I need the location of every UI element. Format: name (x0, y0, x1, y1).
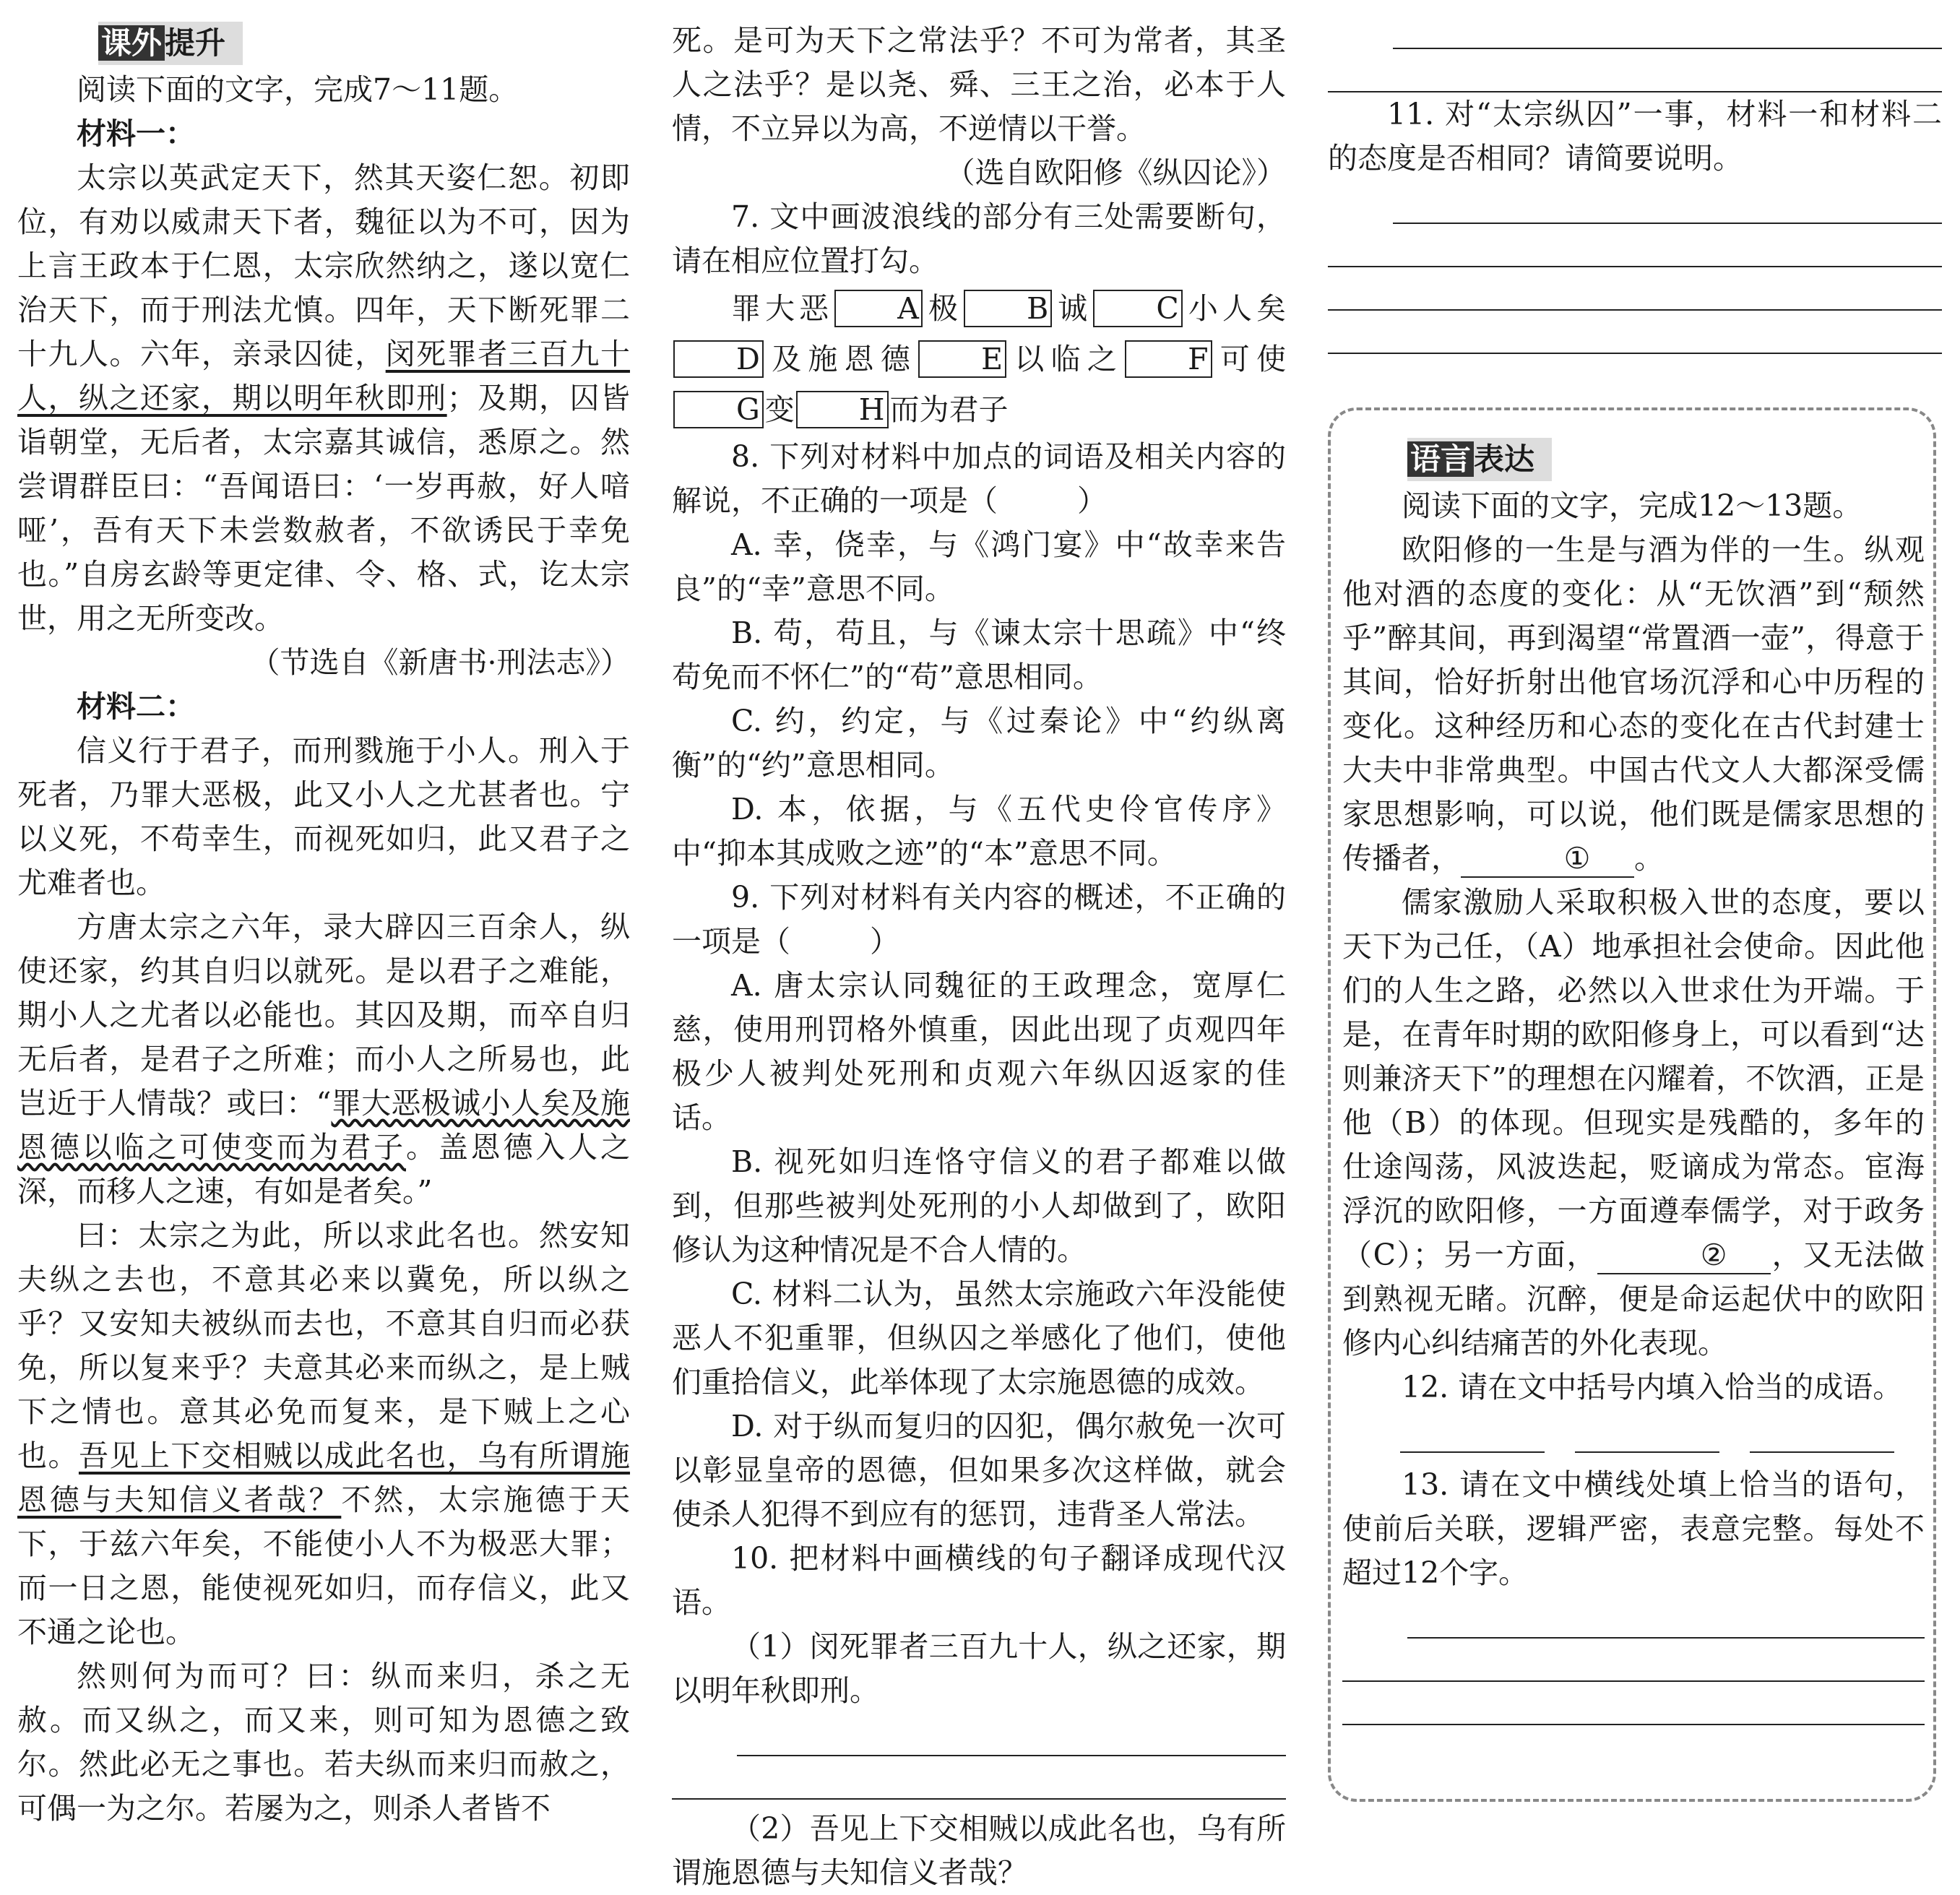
q9-option-a: A. 唐太宗认同魏征的王政理念，宽厚仁慈，使用刑罚格外慎重，因此出现了贞观四年极少人被判处死刑和贞观六年纵囚返家的佳话。 (672, 968, 1286, 1135)
column-3 (1328, 29, 1942, 354)
material2-paragraph-3 (17, 1214, 630, 1654)
q7-box-d[interactable]: D (673, 340, 764, 378)
q7-text: 小人矣 (1183, 291, 1287, 326)
text-run: ，又无法做到熟视无睹。沉醉，便是命运起伏中的欧阳修内心纠结痛苦的外化表现。 (1342, 1238, 1925, 1360)
q12-answer-blanks (1342, 1417, 1925, 1453)
material2-paragraph-1: 信义行于君子，而刑戮施于小人。刑入于死者，乃罪大恶极，此又小人之尤甚者也。宁以义死，不苟幸生，而视死如归，此又君子之尤难者也。 (17, 733, 630, 900)
question-10-2: （2）吾见上下交相贼以成此名也，乌有所谓施恩德与夫知信义者哉？ (672, 1811, 1286, 1890)
text-run: 太宗以英武定天下，然其天姿仁恕。初即位，有劝以威肃天下者，魏征以为不可，因为上言王政本于仁恩，太宗欣然纳之，遂以宽仁治天下，而于刑法尤慎。四年，天下断死罪二十九人。六年，亲录囚徒， (17, 160, 630, 371)
question-13: 13. 请在文中横线处填上恰当的语句，使前后关联，逻辑严密，表意完整。每处不超过12个字。 (1342, 1467, 1925, 1590)
text-run: 。 (1634, 841, 1664, 876)
answer-line[interactable] (1342, 1639, 1925, 1682)
q9-option-c: C. 材料二认为，虽然太宗施政六年没能使恶人不犯重罪，但纵囚之举感化了他们，使他们重拾信义，此举体现了太宗施恩德的成效。 (672, 1277, 1286, 1399)
blank-2[interactable]: ② (1597, 1237, 1771, 1274)
question-10-1: （1）闵死罪者三百九十人，纵之还家，期以明年秋即刑。 (672, 1629, 1286, 1708)
answer-line[interactable] (672, 1756, 1286, 1800)
answer-line[interactable] (1328, 224, 1942, 267)
question-12: 12. 请在文中括号内填入恰当的成语。 (1402, 1370, 1903, 1404)
q9-paren-end: ） (870, 924, 899, 959)
answer-line[interactable] (1393, 181, 1942, 224)
q7-text: 及施恩德 (764, 342, 918, 376)
question-11: 11. 对“太宗纵囚”一事，材料一和材料二的态度是否相同？请简要说明。 (1328, 97, 1942, 176)
answer-line[interactable] (1328, 49, 1942, 92)
language-paragraph-2 (1342, 881, 1925, 1365)
instruction: 阅读下面的文字，完成12～13题。 (1402, 488, 1862, 523)
answer-line[interactable] (1342, 1682, 1925, 1725)
material1-title: 材料一： (77, 116, 195, 151)
answer-line[interactable] (737, 1713, 1286, 1756)
underlined-sentence: 闵死罪者三百九十人，纵之还家，期以明年秋即刑 (17, 337, 631, 415)
q8-paren-end: ） (1077, 483, 1107, 518)
language-section (1342, 438, 1925, 1725)
q9-text: 9. 下列对材料有关内容的概述，不正确的一项是（ (672, 880, 1286, 959)
wavy-underlined-sentence: 罪大恶极诚小人矣及施恩德以临之可使变而为君子 (17, 1086, 630, 1165)
text-run: 欧阳修的一生是与酒为伴的一生。纵观他对酒的态度的变化：从“无饮酒”到“颓然乎”醉其间，再到渴望“常置酒一壶”，得意于其间，恰好折射出他官场沉浮和心中历程的变化。这种经历和心态的变化在古代封建士大夫中非常典型。中国古代文人大都深受儒家思想影响，可以说，他们既是儒家思想的传播者， (1342, 532, 1925, 876)
q8-option-b: B. 苟，苟且，与《谏太宗十思疏》中“终苟免而不怀仁”的“苟”意思相同。 (672, 616, 1286, 694)
section-badge-extra (98, 22, 243, 65)
question-8 (672, 435, 1286, 523)
q9-option-b: B. 视死如归连恪守信义的君子都难以做到，但那些被判处死刑的小人却做到了，欧阳修认为这种情况是不合人情的。 (672, 1144, 1286, 1267)
text-run: 。盖恩德入人之深，而移人之速，有如是者矣。” (17, 1130, 630, 1209)
q7-text: 以临之 (1008, 342, 1124, 376)
text-run: 儒家激励人采取积极入世的态度，要以天下为己任，（A）地承担社会使命。因此他们的人生之路，必然以入世求仕为开端。于是，在青年时期的欧阳修身上，可以看到“达则兼济天下”的理想在闪耀着，不饮酒，正是他（B）的体现。但现实是残酷的，多年的仕途闯荡，风波迭起，贬谪成为常态。宦海浮沉的欧阳修，一方面遵奉儒学，对于政务（C）；另一方面， (1342, 885, 1925, 1272)
column-1 (17, 22, 630, 1831)
q7-text: 变 (764, 392, 795, 427)
q7-box-g[interactable]: G (673, 391, 764, 428)
section-badge-language (1407, 438, 1552, 481)
underlined-sentence: 吾见上下交相贼以成此名也，乌有所谓施恩德与夫知信义者哉？ (17, 1438, 631, 1517)
material1-paragraph (17, 156, 630, 641)
material2-source: （选自欧阳修《纵囚论》） (945, 155, 1286, 190)
q7-box-a[interactable]: A (834, 290, 923, 327)
q8-option-d: D. 本，依据，与《五代史伶官传序》中“抑本其成败之迹”的“本”意思不同。 (672, 792, 1286, 871)
question-10: 10. 把材料中画横线的句子翻译成现代汉语。 (672, 1541, 1286, 1620)
answer-line[interactable] (1328, 311, 1942, 354)
q12-blank-a[interactable] (1400, 1417, 1545, 1453)
q7-text: 极 (923, 291, 963, 326)
badge-light-text: 表达 (1474, 441, 1535, 477)
q8-text: 8. 下列对材料中加点的词语及相关内容的解说，不正确的一项是（ (672, 439, 1286, 518)
material2-continued: 死。是可为天下之常法乎？不可为常者，其圣人之法乎？是以尧、舜、三王之治，必本于人情，不立异以为高，不逆情以干誉。 (672, 23, 1286, 146)
answer-line[interactable] (1393, 29, 1942, 49)
text-run: 不然，太宗施德于天下，于兹六年矣，不能使小人不为极恶大罪；而一日之恩，能使视死如归，而存信义，此又不通之论也。 (17, 1482, 631, 1649)
text-run: ；及期，囚皆诣朝堂，无后者，太宗嘉其诚信，悉原之。然尝谓群臣曰：“吾闻语曰：‘一岁再赦，好人喑哑’，吾有天下未尝数赦者，不欲诱民于幸免也。”自房玄龄等更定律、令、格、式，讫太宗世，用之无所变改。 (17, 381, 631, 636)
answer-line[interactable] (1407, 1595, 1925, 1639)
q7-text: 而为君子 (889, 392, 1009, 427)
column-2 (672, 19, 1286, 1895)
answer-line[interactable] (1328, 267, 1942, 311)
badge-dark-text: 课外 (98, 25, 165, 61)
q8-option-a: A. 幸，侥幸，与《鸿门宴》中“故幸来告良”的“幸”意思不同。 (672, 527, 1286, 606)
q7-box-h[interactable]: H (796, 391, 889, 428)
q9-option-d: D. 对于纵而复归的囚犯，偶尔赦免一次可以彰显皇帝的恩德，但如果多次这样做，就会使杀人犯得不到应有的惩罚，违背圣人常法。 (672, 1409, 1286, 1532)
q7-box-b[interactable]: B (964, 290, 1052, 327)
material2-title: 材料二： (77, 689, 195, 724)
text-run: 曰：太宗之为此，所以求此名也。然安知夫纵之去也，不意其必来以冀免，所以纵之乎？又安知夫被纵而去也，不意其自归而必获免，所以复来乎？夫意其必来而纵之，是上贼下之情也。意其必免而复来，是下贼上之心也。 (17, 1218, 630, 1473)
text-run: 方唐太宗之六年，录大辟囚三百余人，纵使还家，约其自归以就死。是以君子之难能，期小人之尤者以必能也。其囚及期，而卒自归无后者，是君子之所难；而小人之所易也，此岂近于人情哉？或曰：“ (17, 910, 630, 1121)
q8-option-c: C. 约，约定，与《过秦论》中“约纵离衡”的“约”意思相同。 (672, 704, 1286, 782)
q12-blank-b[interactable] (1575, 1417, 1719, 1453)
q7-box-c[interactable]: C (1093, 290, 1182, 327)
q7-text: 罪大恶 (731, 291, 834, 326)
material1-source: （节选自《新唐书·刑法志》） (250, 645, 630, 680)
question-7-options (672, 283, 1286, 435)
q7-text: 诚 (1053, 291, 1092, 326)
language-paragraph-1 (1342, 528, 1925, 881)
q7-box-e[interactable]: E (918, 340, 1006, 378)
q7-text: 可使 (1213, 342, 1287, 376)
blank-1[interactable]: ① (1461, 840, 1634, 878)
badge-dark-text: 语言 (1407, 441, 1474, 477)
q7-box-f[interactable]: F (1125, 340, 1212, 378)
q12-blank-c[interactable] (1750, 1417, 1894, 1453)
instruction: 阅读下面的文字，完成7～11题。 (77, 72, 519, 107)
badge-light-text: 提升 (165, 25, 226, 61)
question-7: 7. 文中画波浪线的部分有三处需要断句，请在相应位置打勾。 (672, 199, 1286, 278)
material2-paragraph-2 (17, 905, 630, 1214)
material2-paragraph-4: 然则何为而可？曰：纵而来归，杀之无赦。而又纵之，而又来，则可知为恩德之致尔。然此必无之事也。若夫纵而来归而赦之，可偶一为之尔。若屡为之，则杀人者皆不 (17, 1659, 630, 1826)
question-9 (672, 876, 1286, 964)
